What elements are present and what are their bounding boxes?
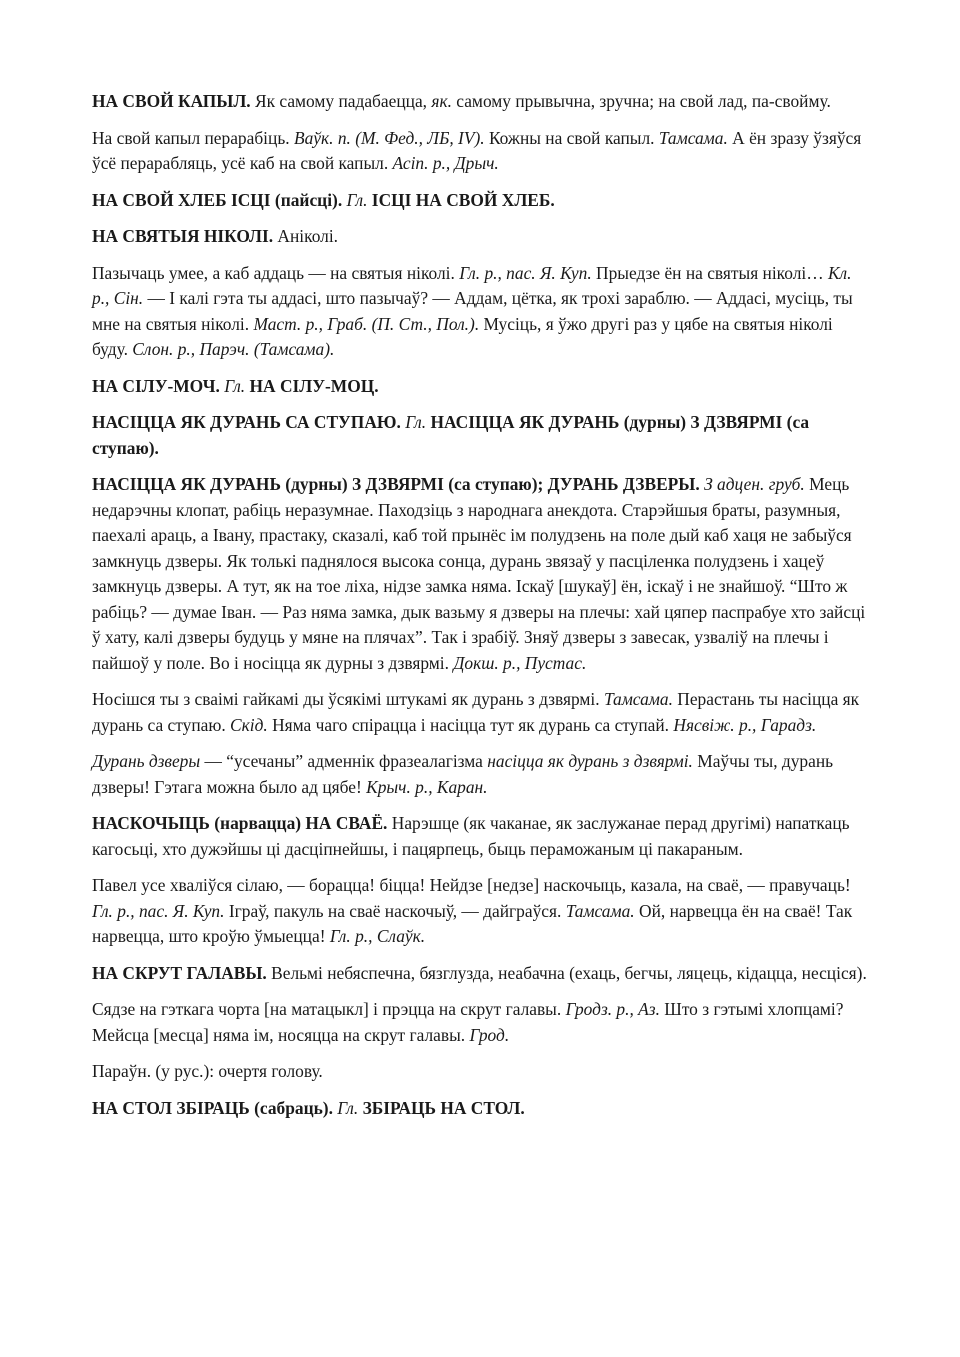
paragraph-text: Параўн. (у рус.): очертя голову.	[92, 1061, 323, 1081]
entry-headword: НА СВОЙ ХЛЕБ ІСЦІ (пайсці).	[92, 189, 343, 210]
dictionary-paragraph	[92, 224, 868, 250]
source-reference: Асіп. р., Дрыч.	[392, 153, 499, 173]
paragraph-text: А ён зразу ўзяўся ўсё перарабляць, усё каб на свой капыл.	[92, 127, 862, 173]
source-reference: Гл. р., Слаўк.	[329, 926, 426, 946]
source-reference: Грод.	[469, 1024, 510, 1045]
dictionary-paragraph	[92, 126, 868, 177]
entry-headword: ІСЦІ НА СВОЙ ХЛЕБ.	[371, 189, 555, 210]
paragraph-text: Аніколі.	[273, 226, 339, 246]
dictionary-paragraph	[92, 1059, 868, 1085]
paragraph-text: Маўчы ты, дурань дзверы! Гэтага можна было ад цябе!	[92, 751, 834, 797]
source-reference: Кл. р., Сін.	[92, 262, 852, 308]
dictionary-paragraph	[92, 188, 868, 214]
paragraph-text: — І калі гэта ты аддасі, што пазычаў? — Аддам, цётка, як трохі зараблю. — Аддасі, мусіць, ты мне на святыя ніколі.	[92, 288, 853, 334]
paragraph-text: Павел усе хваліўся сілаю, — борацца! біцца! Нейдзе [недзе] наскочыць, казала, на сваё, — правучаць!	[92, 875, 851, 895]
entry-headword: НА СІЛУ-МОЧ.	[92, 375, 220, 396]
dictionary-paragraph	[92, 261, 868, 363]
dictionary-paragraph	[92, 687, 868, 738]
entry-headword: НАСІЦЦА ЯК ДУРАНЬ СА СТУПАЮ.	[92, 412, 401, 432]
source-reference: Гл. р., пас. Я. Куп.	[92, 900, 225, 921]
paragraph-text: На свой капыл перарабіць.	[92, 127, 294, 148]
paragraph-text: Перастань ты насіцца як дурань са ступаю.	[92, 689, 860, 735]
paragraph-text: Іграў, пакуль на сваё наскочыў, — дайграўся.	[224, 900, 566, 921]
source-reference: Докш. р., Пустас.	[453, 652, 587, 673]
entry-headword: ЗБІРАЦЬ НА СТОЛ.	[362, 1097, 525, 1118]
source-reference: як.	[431, 91, 452, 111]
dictionary-paragraph	[92, 811, 868, 862]
dictionary-paragraph	[92, 472, 868, 676]
entry-headword: НА СТОЛ ЗБІРАЦЬ (сабраць).	[92, 1097, 333, 1118]
source-reference: Дурань дзверы	[92, 751, 201, 771]
dictionary-paragraph	[92, 997, 868, 1048]
paragraph-text: Носішся ты з сваімі гайкамі ды ўсякімі штукамі як дурань з дзвярмі.	[92, 689, 604, 709]
dictionary-paragraph	[92, 410, 868, 461]
paragraph-text: Няма чаго спірацца і насіцца тут як дурань са ступай.	[267, 714, 674, 735]
source-reference: Ваўк. п. (М. Фед., ЛБ, IV).	[293, 127, 485, 148]
entry-headword: НА СІЛУ-МОЦ.	[249, 375, 379, 396]
dictionary-paragraph	[92, 749, 868, 800]
paragraph-text: Што з гэтымі хлопцамі? Мейсца [месца] няма ім, носяцца на скрут галавы.	[92, 999, 844, 1045]
entry-headword: НА СВЯТЫЯ НІКОЛІ.	[92, 226, 274, 246]
dictionary-paragraph	[92, 873, 868, 950]
source-reference: насіцца як дурань з дзвярмі.	[487, 751, 693, 771]
entry-headword: НАСІЦЦА ЯК ДУРАНЬ (дурны) З ДЗВЯРМІ (са ступаю).	[92, 412, 810, 458]
dictionary-paragraph	[92, 374, 868, 400]
paragraph-text: самому прывычна, зручна; на свой лад, па-свойму.	[451, 91, 831, 111]
source-reference: Тамсама.	[603, 689, 673, 709]
entry-headword: НАСКОЧЫЦЬ (нарвацца) НА СВАЁ.	[92, 813, 388, 833]
dictionary-paragraph	[92, 89, 868, 115]
source-reference: Гл.	[346, 189, 368, 210]
paragraph-text: Ой, нарвецца ён на сваё! Так нарвецца, што кроўю ўмыецца!	[92, 900, 853, 946]
paragraph-text: Мець недарэчны клопат, рабіць неразумнае. Паходзіць з народнага анекдота. Старэйшыя браты, разумныя, паехалі араць, а Івану, прастаку, сказалі, каб той прынёс ім полудзень на поле дый каб хаця не забыўся замкнуць дзверы. Як толькі паднялося высока сонца, дурань звязаў у пасціленка полудзень і хацеў замкнуць дзверы. А тут, як на тое ліха, нідзе замка няма. Іскаў [шукаў] ён, іскаў і не знайшоў. “Што ж рабіць? — думае Іван. — Раз няма замка, дык вазьму я дзверы на плечы: хай цяпер паспрабуе хто зайсці ў хату, калі дзверы будуць у мяне на плячах”. Так і зрабіў. Зняў дзверы з завесак, узваліў на плечы і пайшоў у поле. Во і носіцца як дурны з дзвярмі.	[92, 474, 866, 673]
source-reference: Гродз. р., Аз.	[565, 999, 660, 1019]
source-reference: Скід.	[230, 714, 268, 735]
source-reference: Гл.	[337, 1097, 359, 1118]
entry-headword: НА СВОЙ КАПЫЛ.	[92, 91, 251, 111]
source-reference: Гл.	[224, 375, 246, 396]
paragraph-text: Прыедзе ён на святыя ніколі…	[591, 262, 828, 283]
source-reference: Тамсама.	[565, 900, 635, 921]
source-reference: Маст. р., Граб. (П. Ст., Пол.).	[253, 313, 480, 334]
source-reference: З адцен. груб.	[704, 474, 805, 494]
dictionary-paragraph	[92, 961, 868, 987]
source-reference: Гл. р., пас. Я. Куп.	[459, 262, 592, 283]
paragraph-text: Мусіць, я ўжо другі раз у цябе на святыя ніколі буду.	[92, 313, 833, 359]
source-reference: Гл.	[405, 412, 427, 432]
paragraph-text: Вельмі небяспечна, бязглузда, неабачна (ехаць, бегчы, ляцець, кідацца, несціся).	[266, 962, 867, 983]
paragraph-text: Пазычаць умее, а каб аддаць — на святыя ніколі.	[92, 262, 460, 283]
paragraph-text: Сядзе на гэткага чорта [на матацыкл] і прэцца на скрут галавы.	[92, 999, 566, 1019]
source-reference: Слон. р., Парэч. (Тамсама).	[132, 339, 335, 359]
entry-headword: НА СКРУТ ГАЛАВЫ.	[92, 962, 267, 983]
paragraph-text: Як самому падабаецца,	[250, 91, 432, 111]
entry-headword: НАСІЦЦА ЯК ДУРАНЬ (дурны) З ДЗВЯРМІ (са ступаю); ДУРАНЬ ДЗВЕРЫ.	[92, 474, 700, 494]
paragraph-text: — “усечаны” адменнік фразеалагізма	[200, 751, 488, 771]
dictionary-paragraph	[92, 1096, 868, 1122]
paragraph-text: Кожны на свой капыл.	[484, 127, 659, 148]
source-reference: Нясвіж. р., Гарадз.	[673, 714, 817, 735]
source-reference: Тамсама.	[658, 127, 728, 148]
paragraph-text: Нарэшце (як чаканае, як заслужанае перад другімі) напаткаць кагосьці, хто дужэйшы ці дасціпнейшы, і пацярпець, быць пераможаным ці пакараным.	[92, 813, 850, 859]
source-reference: Крыч. р., Каран.	[366, 776, 488, 797]
